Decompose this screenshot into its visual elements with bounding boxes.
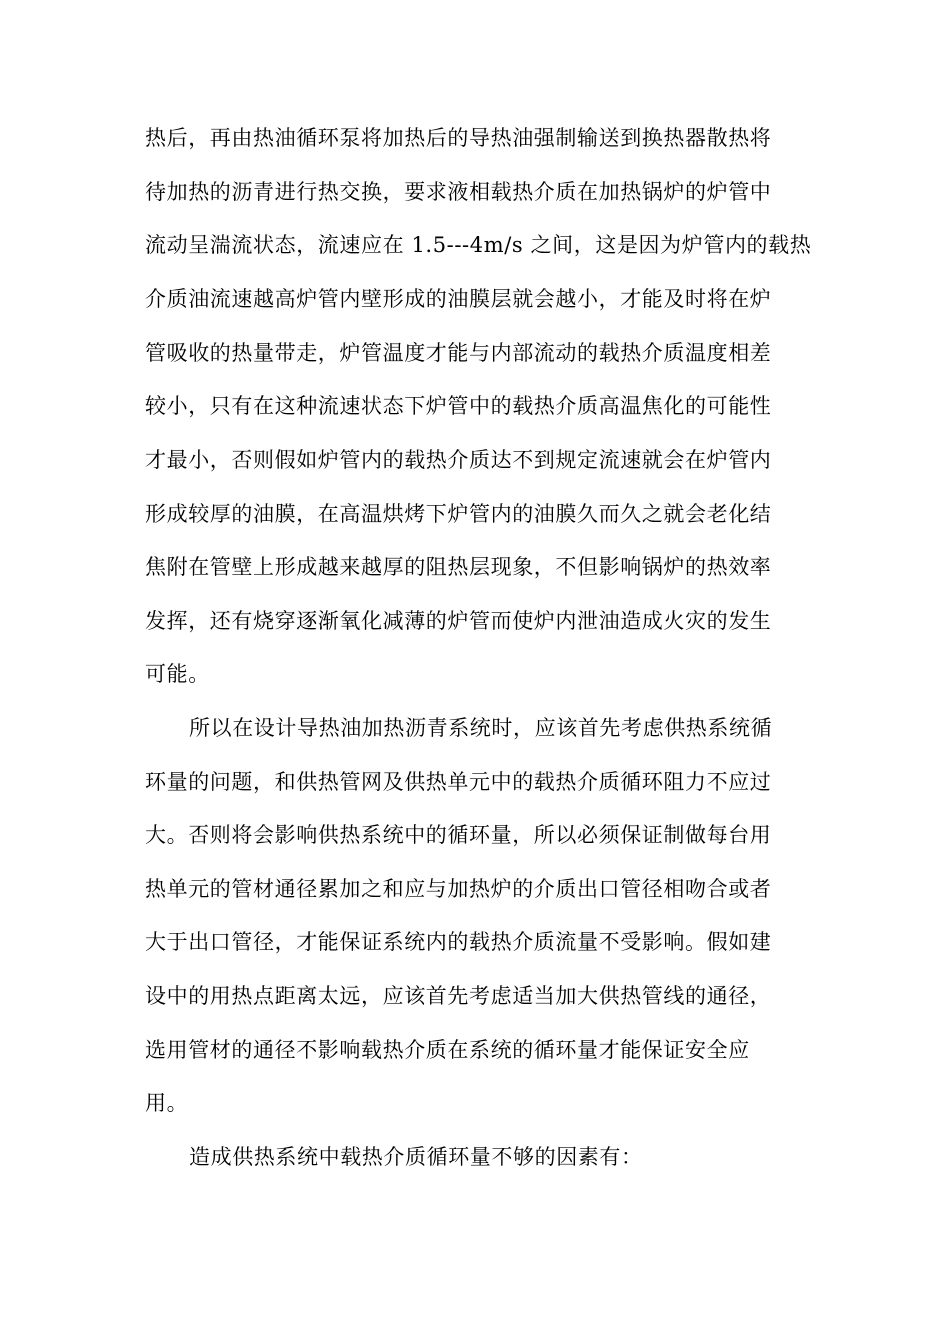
paragraph-2-line-2: 环量的问题，和供热管网及供热单元中的载热介质循环阻力不应过 (145, 770, 772, 794)
paragraph-1-line-3: 流动呈湍流状态，流速应在 1.5---4m/s 之间，这是因为炉管内的载热 (145, 233, 812, 257)
paragraph-2-line-8: 用。 (145, 1091, 189, 1115)
paragraph-3-line-1: 造成供热系统中载热介质循环量不够的因素有： (189, 1145, 643, 1169)
paragraph-1-line-6: 较小，只有在这种流速状态下炉管中的载热介质高温焦化的可能性 (145, 394, 772, 418)
paragraph-2-line-7: 选用管材的通径不影响载热介质在系统的循环量才能保证安全应 (145, 1038, 750, 1062)
paragraph-1-line-2: 待加热的沥青进行热交换，要求液相载热介质在加热锅炉的炉管中 (145, 180, 772, 204)
paragraph-1-line-7: 才最小，否则假如炉管内的载热介质达不到规定流速就会在炉管内 (145, 448, 772, 472)
paragraph-1-line-5: 管吸收的热量带走，炉管温度才能与内部流动的载热介质温度相差 (145, 341, 772, 365)
paragraph-1-line-4: 介质油流速越高炉管内壁形成的油膜层就会越小，才能及时将在炉 (145, 287, 772, 311)
paragraph-2-line-1: 所以在设计导热油加热沥青系统时，应该首先考虑供热系统循 (189, 716, 773, 740)
paragraph-1-line-8: 形成较厚的油膜，在高温烘烤下炉管内的油膜久而久之就会老化结 (145, 502, 772, 526)
paragraph-2-line-4: 热单元的管材通径累加之和应与加热炉的介质出口管径相吻合或者 (145, 877, 772, 901)
paragraph-2-line-5: 大于出口管径，才能保证系统内的载热介质流量不受影响。假如建 (145, 930, 772, 954)
paragraph-1-line-1: 热后，再由热油循环泵将加热后的导热油强制输送到换热器散热将 (145, 126, 772, 150)
paragraph-1-line-9: 焦附在管壁上形成越来越厚的阻热层现象，不但影响锅炉的热效率 (145, 555, 772, 579)
paragraph-2-line-6: 设中的用热点距离太远，应该首先考虑适当加大供热管线的通径， (145, 984, 772, 1008)
paragraph-2-line-3: 大。否则将会影响供热系统中的循环量，所以必须保证制做每台用 (145, 823, 772, 847)
paragraph-1-line-10: 发挥，还有烧穿逐渐氧化减薄的炉管而使炉内泄油造成火灾的发生 (145, 609, 772, 633)
paragraph-1-line-11: 可能。 (145, 662, 210, 686)
